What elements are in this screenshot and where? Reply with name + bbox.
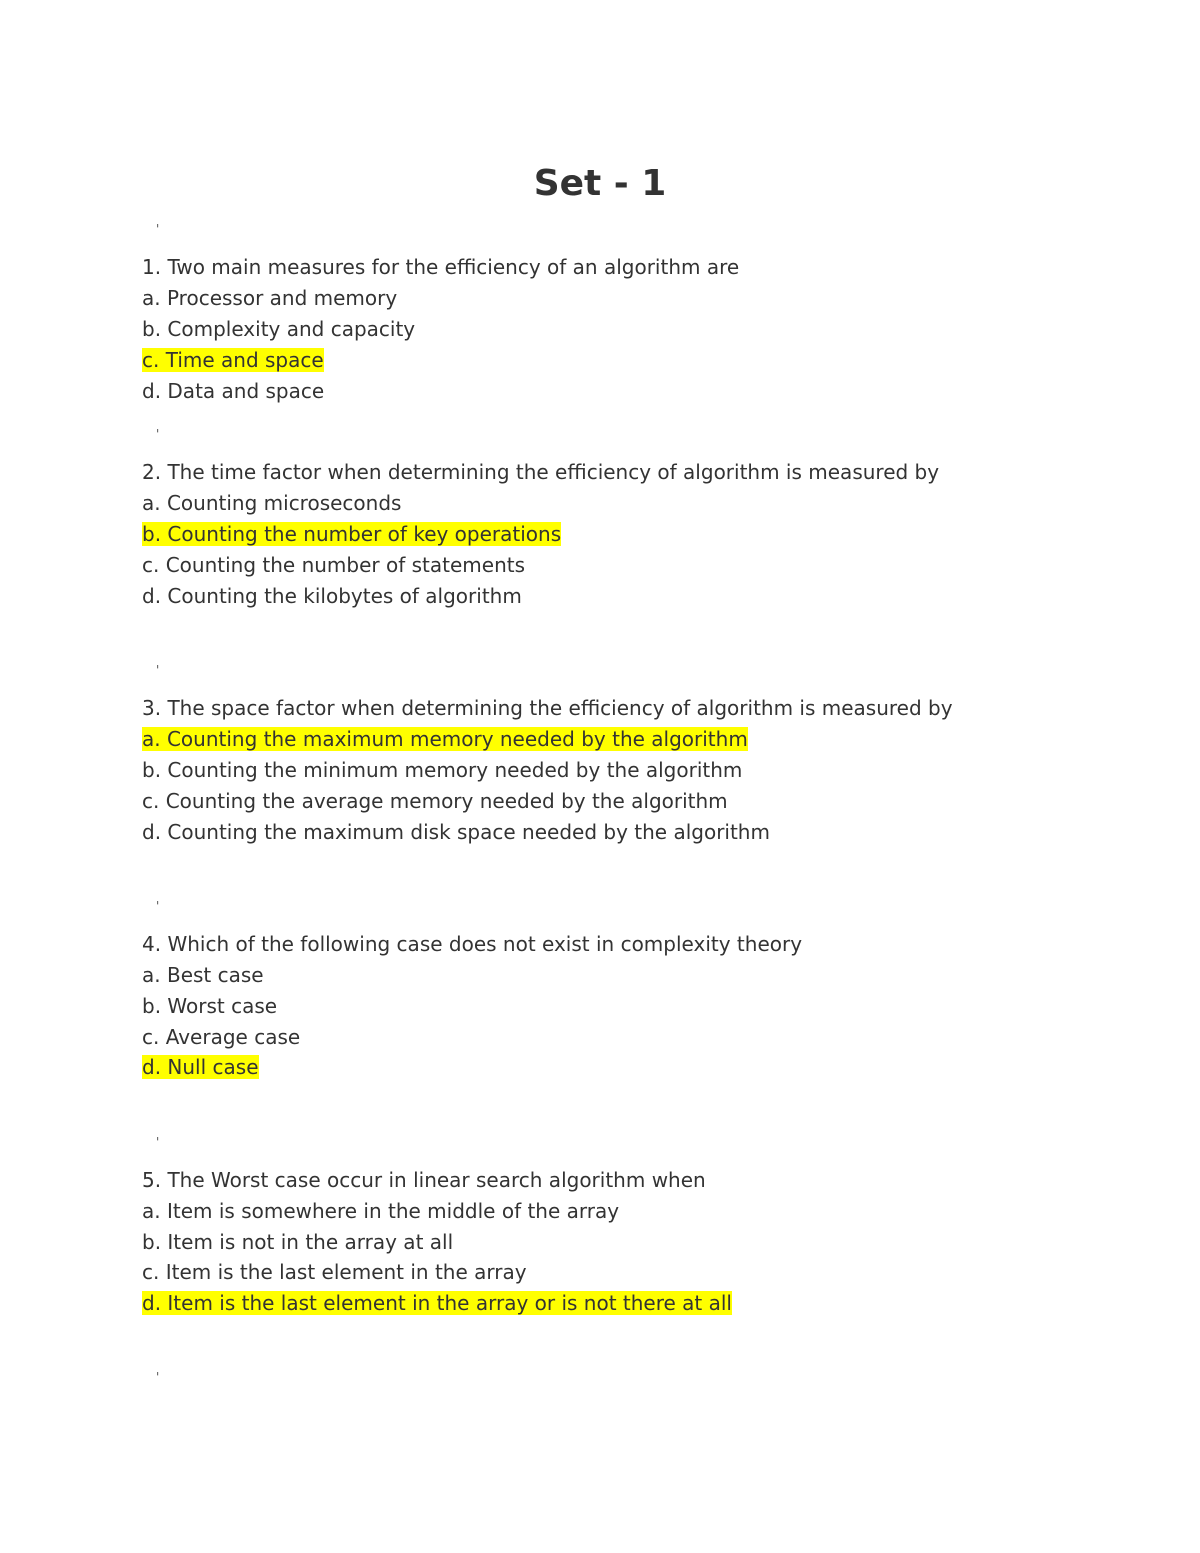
question-1-option-b: b. Complexity and capacity (142, 317, 416, 341)
question-5-option-d-answer (142, 1289, 732, 1317)
question-1-text: 1. Two main measures for the efficiency of an algorithm are (142, 255, 740, 279)
question-4-option-b: b. Worst case (142, 994, 278, 1018)
answer-highlight: d. Null case (142, 1055, 259, 1079)
question-5-text: 5. The Worst case occur in linear search algorithm when (142, 1168, 706, 1192)
question-4-option-a: a. Best case (142, 963, 264, 987)
separator-mark: ' (156, 427, 160, 441)
separator-mark: ' (156, 899, 160, 913)
question-1-option-a: a. Processor and memory (142, 286, 398, 310)
answer-highlight: c. Time and space (142, 348, 324, 372)
separator-mark: ' (156, 1370, 160, 1384)
question-4-option-c: c. Average case (142, 1025, 301, 1049)
separator-mark: ' (156, 222, 160, 236)
question-3-text: 3. The space factor when determining the efficiency of algorithm is measured by (142, 696, 953, 720)
answer-highlight: b. Counting the number of key operations (142, 522, 562, 546)
question-4-option-d-answer (142, 1053, 259, 1081)
question-3-option-a-answer (142, 725, 748, 753)
question-3-option-c: c. Counting the average memory needed by the algorithm (142, 789, 728, 813)
question-3-option-b: b. Counting the minimum memory needed by the algorithm (142, 758, 743, 782)
question-2-option-a: a. Counting microseconds (142, 491, 402, 515)
question-2-text: 2. The time factor when determining the efficiency of algorithm is measured by (142, 460, 940, 484)
separator-mark: ' (156, 1135, 160, 1149)
separator-mark: ' (156, 663, 160, 677)
page-title: Set - 1 (533, 163, 667, 204)
answer-highlight: d. Item is the last element in the array or is not there at all (142, 1291, 732, 1315)
question-5-option-c: c. Item is the last element in the array (142, 1260, 527, 1284)
answer-highlight: a. Counting the maximum memory needed by the algorithm (142, 727, 748, 751)
question-5-option-b: b. Item is not in the array at all (142, 1230, 454, 1254)
question-1-option-c-answer (142, 346, 324, 374)
question-3-option-d: d. Counting the maximum disk space needed by the algorithm (142, 820, 770, 844)
question-1-option-d: d. Data and space (142, 379, 325, 403)
question-2-option-d: d. Counting the kilobytes of algorithm (142, 584, 522, 608)
question-5-option-a: a. Item is somewhere in the middle of the array (142, 1199, 620, 1223)
question-2-option-c: c. Counting the number of statements (142, 553, 526, 577)
question-4-text: 4. Which of the following case does not exist in complexity theory (142, 932, 803, 956)
question-2-option-b-answer (142, 520, 561, 548)
